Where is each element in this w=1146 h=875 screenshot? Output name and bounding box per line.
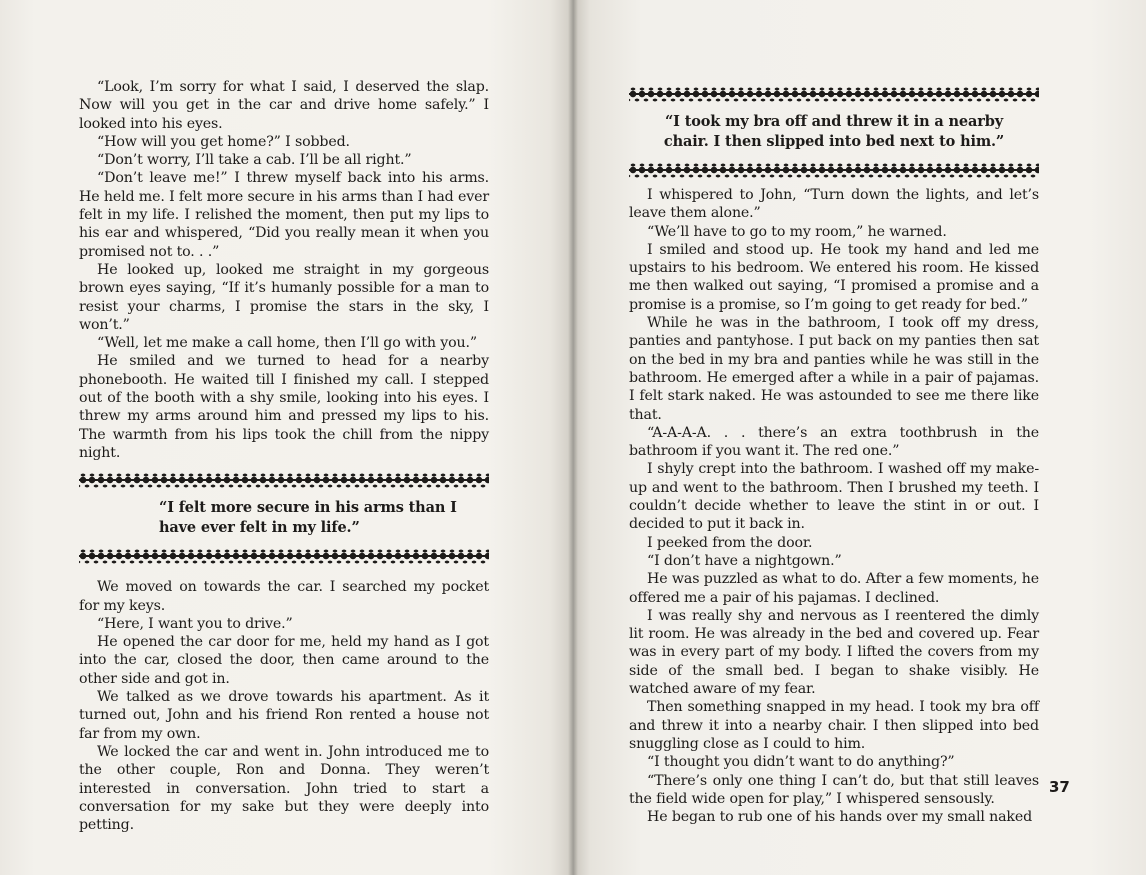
right-paragraph: “A-A-A-A. . . there’s an extra toothbrush in the bathroom if you want it. The red one.” xyxy=(629,424,1039,460)
left-paragraph: “Look, I’m sorry for what I said, I deserved the slap. Now will you get in the car and drive home safely.” I looked into his eyes. xyxy=(79,79,489,132)
left-paragraph: “Don’t worry, I’ll take a cab. I’ll be all right.” xyxy=(97,152,412,169)
left-paragraph: “Well, let me make a call home, then I’ll go with you.” xyxy=(97,335,477,352)
left-paragraph: We moved on towards the car. I searched my pocket for my keys. xyxy=(79,579,489,614)
right-paragraph: “We’ll have to go to my room,” he warned. xyxy=(647,223,947,240)
pull-quote: “I took my bra off and threw it in a nearby chair. I then slipped into bed next to him.” xyxy=(663,113,1005,150)
vine-ornament-border xyxy=(629,162,1039,178)
right-paragraph: I whispered to John, “Turn down the lights, and let’s leave them alone.” xyxy=(629,187,1039,222)
left-paragraph: We talked as we drove towards his apartment. As it turned out, John and his friend Ron rented a house not far from my own. xyxy=(79,689,489,742)
left-paragraph: “Don’t leave me!” I threw myself back into his arms. He held me. I felt more secure in his arms than I had ever felt in my life. I relished the moment, then put my lips to his ear and whispered, “Did you really mean it when you promised not to. . .” xyxy=(79,170,489,260)
left-paragraph: We locked the car and went in. John introduced me to the other couple, Ron and Donna. They weren’t interested in conversation. John tried to start a conversation for my sake but they were deeply into petting. xyxy=(79,743,489,834)
right-paragraph: I was really shy and nervous as I reentered the dimly lit room. He was already in the bed and covered up. Fear was in every part of my body. I lifted the covers from my side of the small bed. I began to shake visibly. He watched aware of my fear. xyxy=(629,607,1039,698)
right-paragraph: I peeked from the door. xyxy=(647,534,813,551)
right-paragraph: “There’s only one thing I can’t do, but that still leaves the field wide open for play,” I whispered sensously. xyxy=(629,772,1039,807)
book-gutter-shadow xyxy=(568,0,578,875)
vine-ornament-border xyxy=(79,472,489,488)
left-paragraph: He smiled and we turned to head for a nearby phonebooth. He waited till I finished my call. I stepped out of the booth with a shy smile, looking into his eyes. I threw my arms around him and pressed my lips to his. The warmth from his lips took the chill from the nippy night. xyxy=(79,353,489,461)
left-text-column xyxy=(79,78,489,834)
page-number: 37 xyxy=(1049,778,1070,796)
left-paragraph: He opened the car door for me, held my hand as I got into the car, closed the door, then came around to the other side and got in. xyxy=(79,634,489,687)
right-paragraph: I shyly crept into the bathroom. I washed off my make-up and went to the bathroom. Then I brushed my teeth. I couldn’t decide whether to leave the stint in or out. I decided to put it back in. xyxy=(629,461,1039,533)
right-paragraph: I smiled and stood up. He took my hand and led me upstairs to his bedroom. We entered his room. He kissed me then walked out saying, “I promised a promise and a promise is a promise, so I’m going to get ready for bed.” xyxy=(629,241,1039,313)
vine-ornament-border xyxy=(629,86,1039,102)
left-paragraph: He looked up, looked me straight in my gorgeous brown eyes saying, “If it’s humanly possible for a man to resist your charms, I promise the stars in the sky, I won’t.” xyxy=(79,261,489,333)
right-paragraph: While he was in the bathroom, I took off my dress, panties and pantyhose. I put back on my panties then sat on the bed in my bra and panties while he was still in the bathroom. He emerged after a while in a pair of pajamas. I felt stark naked. He was astounded to see me there like that. xyxy=(629,315,1039,423)
left-paragraph: “Here, I want you to drive.” xyxy=(97,615,293,632)
right-paragraph: “I don’t have a nightgown.” xyxy=(647,552,842,569)
right-paragraph: Then something snapped in my head. I took my bra off and threw it into a nearby chair. I then slipped into bed snuggling close as I could to him. xyxy=(629,699,1039,752)
right-paragraph: “I thought you didn’t want to do anything?” xyxy=(647,754,955,771)
vine-ornament-border xyxy=(79,548,489,564)
pull-quote: “I felt more secure in his arms than I have ever felt in my life.” xyxy=(159,499,457,537)
right-text-column xyxy=(629,86,1039,826)
left-paragraph: “How will you get home?” I sobbed. xyxy=(97,133,350,150)
right-paragraph: He began to rub one of his hands over my small naked xyxy=(647,809,1033,826)
right-paragraph: He was puzzled as what to do. After a few moments, he offered me a pair of his pajamas. I declined. xyxy=(629,571,1039,606)
